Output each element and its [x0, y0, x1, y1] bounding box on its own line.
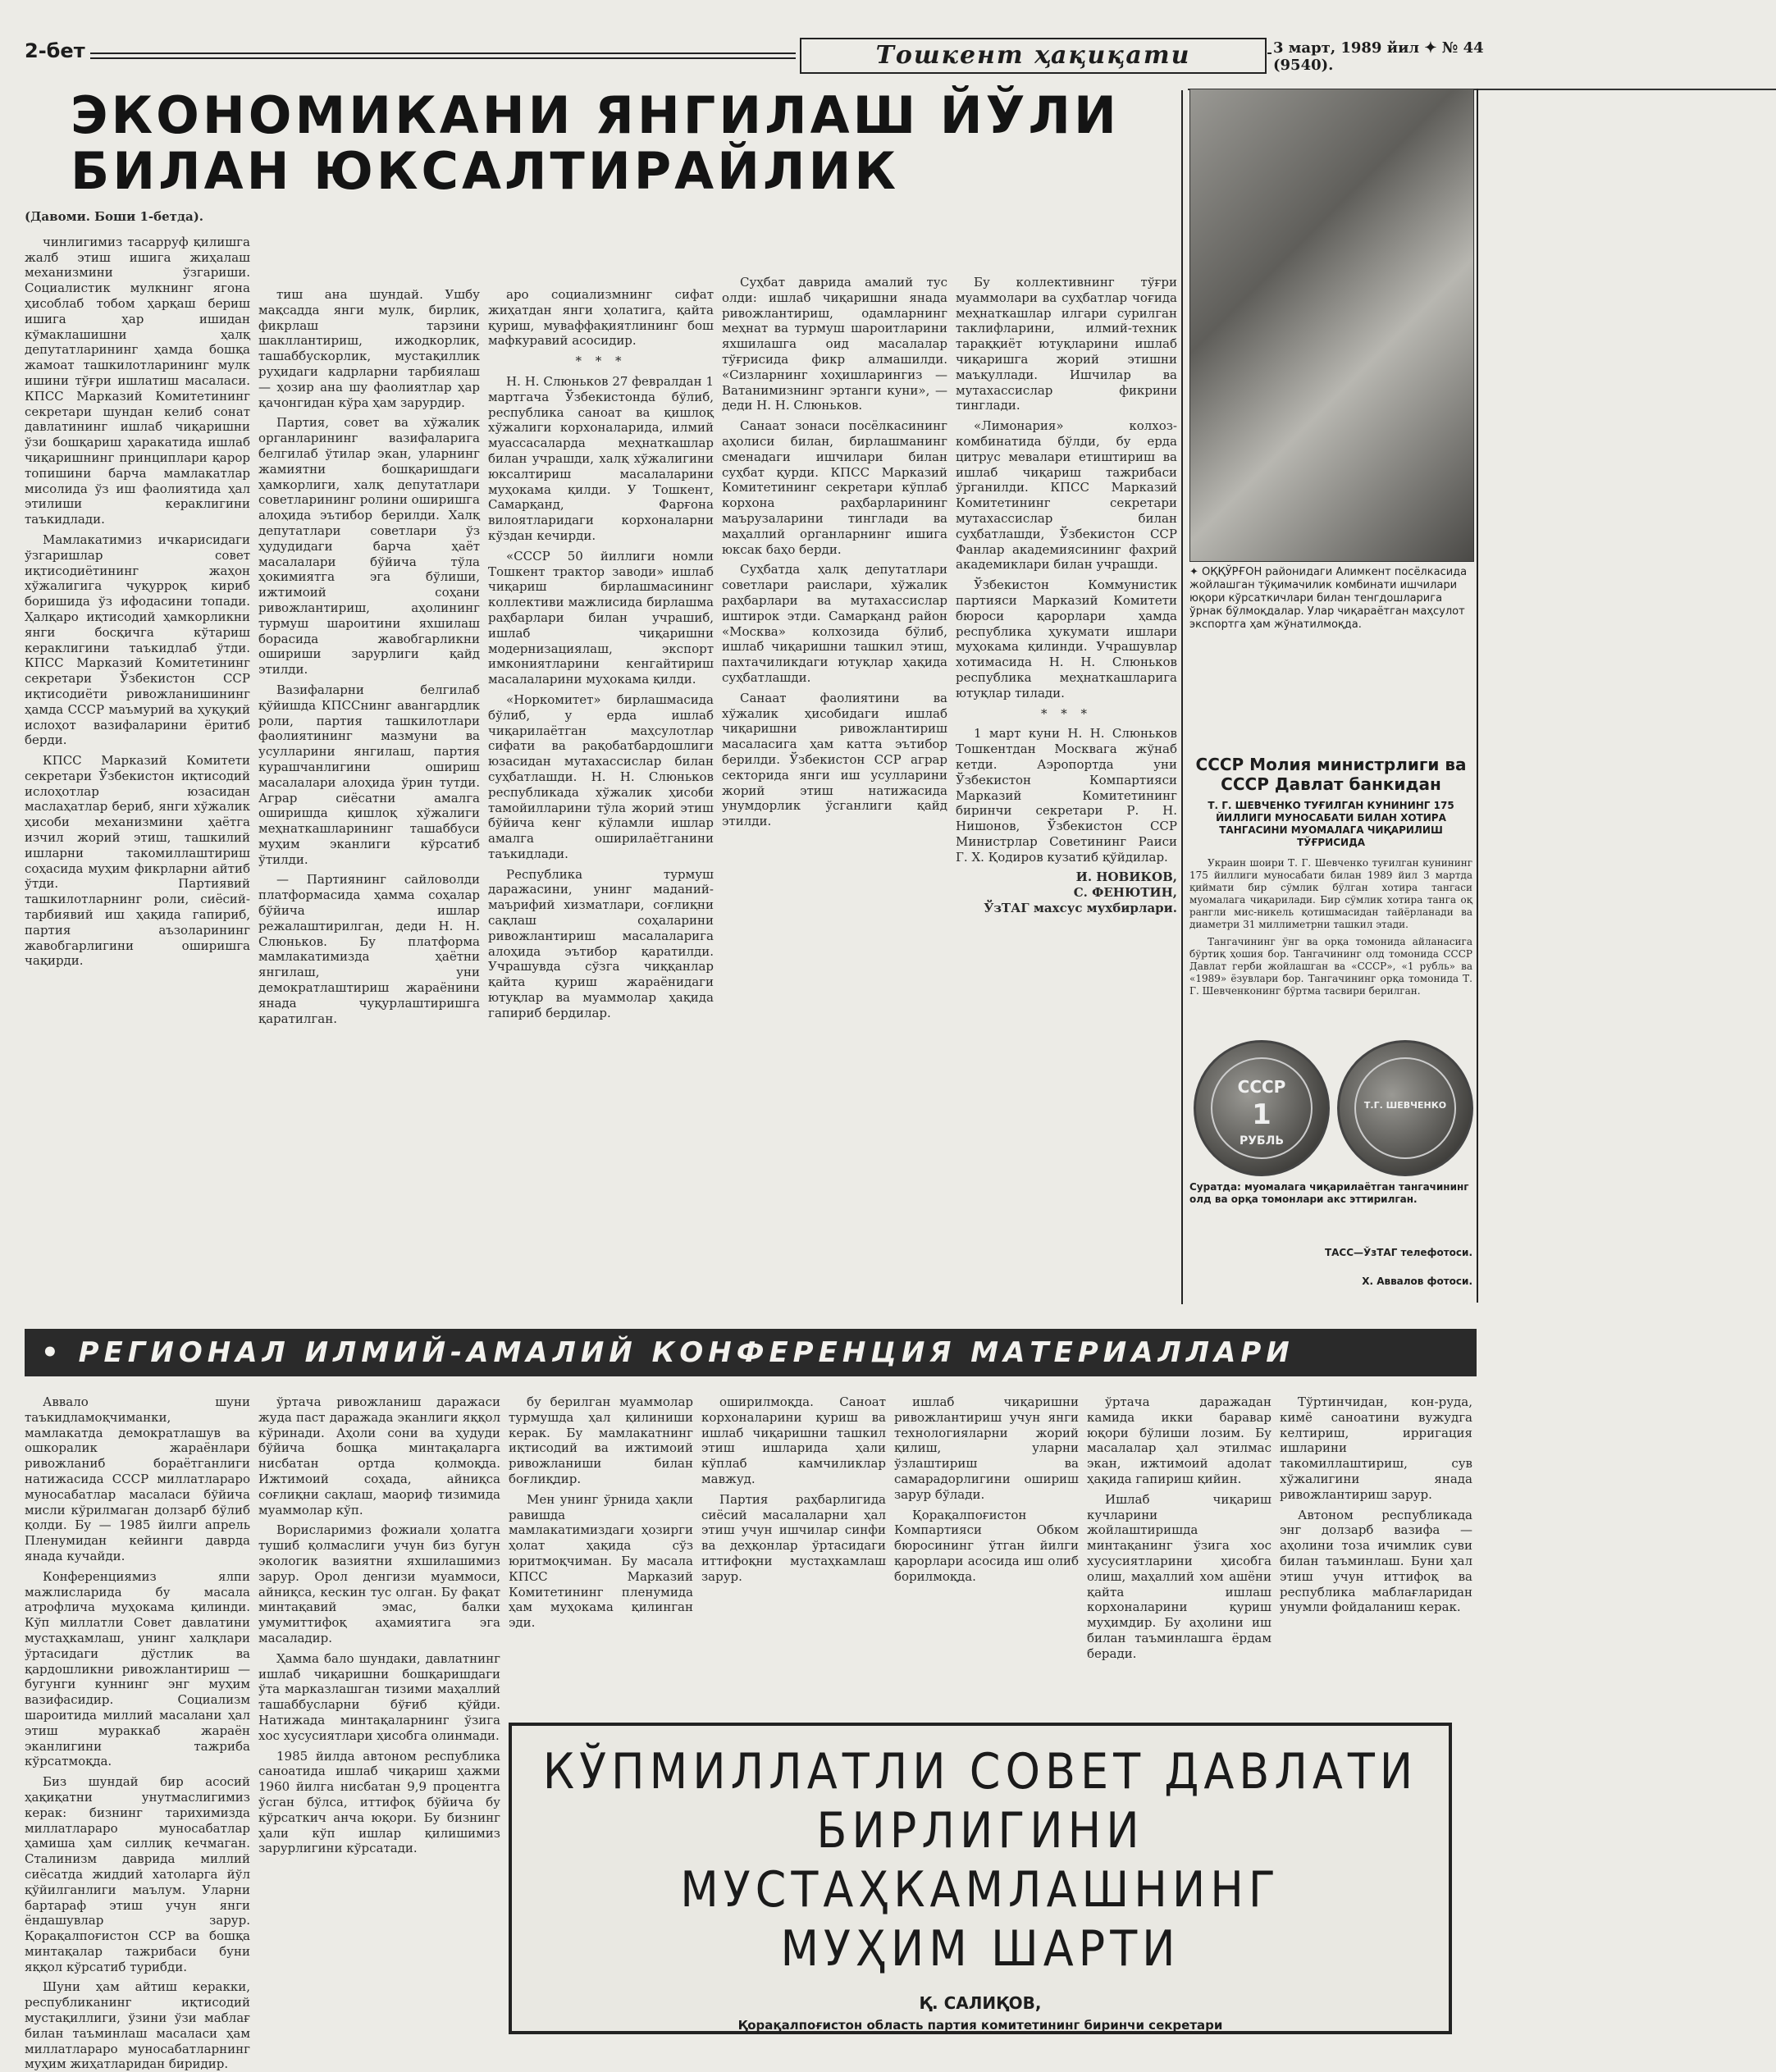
section-banner: • РЕГИОНАЛ ИЛМИЙ-АМАЛИЙ КОНФЕРЕНЦИЯ МАТЕРИАЛЛАРИ — [25, 1329, 1477, 1376]
lead-column-5 — [956, 275, 1177, 1300]
lower-paragraph: Қорақалпоғистон Компартияси Обком бюросининг ўтган йилги қарорлари асосида иш олиб борилмоқда. — [894, 1507, 1079, 1584]
lower-column-2 — [258, 1394, 500, 2051]
feature-title-line3: МУҲИМ ШАРТИ — [780, 1920, 1180, 1978]
coin-obverse-value: 1 — [1252, 1098, 1272, 1131]
photo-credit: Х. Аввалов фотоси. — [1362, 1276, 1472, 1287]
lower-paragraph: ишлаб чиқаришни ривожлантириш учун янги технологияларни жорий қилиш, уларни ўзлаштириш ва самарадорлигини ошириш зарур бўлади. — [894, 1394, 1079, 1502]
coin-obverse-image — [1194, 1040, 1330, 1176]
lead-headline-line1: ЭКОНОМИКАНИ ЯНГИЛАШ ЙЎЛИ — [71, 85, 1120, 145]
lead-col1-paragraph: КПСС Марказий Комитети секретари Ўзбекистон иқтисодий ислоҳотлар юзасидан маслаҳатлар бериб, янги хўжалик ҳисоби механизмини ҳаётга изчил жорий этиш, ташкилий ишларни такомиллаштириш соҳасида муҳим фикрларни айтиб ўтди. Партиявий ташкилотларнинг роли, сиёсий-тарбиявий иш ҳақида гапириб, партия аъзоларининг жавобгарлигини оширишга чақирди. — [25, 753, 250, 969]
coin-obverse-top: СССР — [1237, 1077, 1286, 1097]
lead-col3-paragraph: Республика турмуш даражасини, унинг маданий-маърифий хизматлари, соғлиқни сақлаш соҳаларини ривожлантириш масалаларига алоҳида эътибор қаратилди. Учрашувда сўзга чиққанлар қайта қуриш жараёнидаги ютуқлар ва муаммолар ҳақида гапириб бердилар. — [488, 866, 714, 1020]
lower-column-7 — [1280, 1394, 1472, 1714]
lower-column-5 — [894, 1394, 1079, 1714]
lead-signature: И. НОВИКОВ, С. ФЕНЮТИН, ЎзТАГ махсус мухбирлари. — [984, 869, 1177, 916]
lead-col3-paragraph: аро социализмнинг сифат жиҳатдан янги ҳолатига, қайта қуриш, муваффақиятлининг бош мафкуравий асосидир. — [488, 287, 714, 349]
column-divider — [1181, 90, 1183, 1304]
lead-col2-paragraph: тиш ана шундай. Ушбу мақсадда янги мулк, бирлик, фикрлаш тарзини шакллантириш, ижодкорлик, ташаббускорлик, мустақиллик руҳидаги кадрларни тарбиялаш — ҳозир ана шу фаолиятлар ҳар қачонгидан кўра ҳам зарурдир. — [258, 287, 480, 410]
lead-col5-paragraph: 1 март куни Н. Н. Слюньков Тошкентдан Москвага жўнаб кетди. Аэропортда уни Ўзбекистон Компартияси Марказий Комитетининг биринчи секретари Р. Н. Нишонов, Ўзбекистон ССР Министрлар Советининг Раиси Г. Х. Қодиров кузатиб қўйдилар. — [956, 726, 1177, 865]
lower-column-1 — [25, 1394, 250, 2072]
issue-date: 3 март, 1989 йил ✦ № 44 (9540). — [1273, 39, 1484, 74]
lower-paragraph: Автоном республикада энг долзарб вазифа — аҳолини тоза ичимлик суви билан таъминлаш. Буни ҳал этиш учун иттифоқ ва республика маблағларидан унумли фойдаланиш керак. — [1280, 1507, 1472, 1615]
lead-col4-paragraph: Санаат зонаси посёлкасининг аҳолиси билан, бирлашманинг сменадаги ишчилари билан суҳбат қурди. КПСС Марказий Комитетининг секретари кўплаб корхона раҳбарларининг маърузаларини тинглади ва маҳаллий органларнинг ишига юксак баҳо берди. — [722, 418, 947, 557]
lower-paragraph: Шуни ҳам айтиш керакки, республиканинг иқтисодий мустақиллиги, ўзини ўзи маблағ билан таъминлаш масаласи ҳам миллатлараро муносабатларнинг муҳим жиҳатларидан биридир. — [25, 1979, 250, 2072]
coins-caption: Суратда: муомалага чиқарилаётган тангачининг олд ва орқа томонлари акс эттирилган. — [1189, 1181, 1469, 1205]
lead-col4-paragraph: Суҳбат даврида амалий тус олди: ишлаб чиқаришни янада ривожлантириш, одамларнинг меҳнат ва турмуш шароитларини яхшилашга оид масалалар тўғрисида фикр алмашилди. «Сизларнинг хоҳишларингиз — Ватанимизнинг эртанги куни», — деди Н. Н. Слюньков. — [722, 275, 947, 413]
divider — [1477, 89, 1478, 1303]
feature-title-line2: БИРЛИГИНИ МУСТАҲКАМЛАШНИНГ — [680, 1802, 1281, 1919]
page-number: 2-бет — [25, 39, 85, 62]
header-rule-left-2 — [90, 57, 796, 59]
lower-column-3 — [509, 1394, 693, 1714]
lead-col1-paragraph: Мамлакатимиз ичкарисидаги ўзгаришлар совет иқтисодиётининг жаҳон хўжалигига чуқурроқ кириб боришида ўз ифодасини топади. Ҳалқаро иқтисодий ҳамкорликни янги босқичга кўтариш кераклигини таъкидлаб ўтди. КПСС Марказий Комитетининг секретари Ўзбекистон ССР иқтисодиёти ривожланишининг ҳамда СССР маъмурий ва ҳуқуқий ислоҳот вазифаларини ёритиб берди. — [25, 532, 250, 748]
header-rule-right — [1267, 52, 1272, 54]
lower-paragraph: ўртача даражадан камида икки баравар юқори бўлиши лозим. Бу масалалар ҳал этилмас экан, ижтимоий адолат ҳақида гапириш қийин. — [1087, 1394, 1272, 1486]
lower-paragraph: Ворисларимиз фожиали ҳолатга тушиб қолмаслиги учун биз бугун экологик вазиятни яхшилашимиз зарур. Орол денгизи муаммоси, айниқса, кескин тус олган. Бу фақат минтақавий эмас, балки умумиттифоқ аҳамиятига эга масаладир. — [258, 1522, 500, 1645]
lead-col2-paragraph: Вазифаларни белгилаб қўйишда КПССнинг авангардлик роли, партия ташкилотлари фаолиятининг мазмуни ва усулларини янгилаш, партия курашчанлигини ошириш масалалари алоҳида ўрин тутди. Аграр сиёсатни амалга оширишда қишлоқ хўжалиги меҳнаткашларининг ташаббуси муҳим эканлиги кўрсатиб ўтилди. — [258, 682, 480, 867]
coins-paragraph: Тангачининг ўнг ва орқа томонида айланасига бўртиқ ҳошия бор. Тангачининг олд томонида СССР Давлат герби жойлашган ва «СССР», «1 рубль» ва «1989» ёзувлари бор. Тангачининг орқа томонида Т. Г. Шевченконинг бўртма тасвири берилган. — [1189, 936, 1472, 997]
lead-column-1 — [25, 209, 250, 1300]
coin-reverse-image — [1337, 1040, 1473, 1176]
lower-paragraph: Тўртинчидан, кон-руда, кимё саноатини вужудга келтириш, ирригация ишларини такомиллаштириш, сув хўжалигини янада ривожлантириш зарур. — [1280, 1394, 1472, 1502]
coins-subhead: Т. Г. ШЕВЧЕНКО ТУҒИЛГАН КУНИНИНГ 175 ЙИЛЛИГИ МУНОСАБАТИ БИЛАН ХОТИРА ТАНГАСИНИ МУОМАЛАГА ЧИҚАРИЛИШ ТЎҒРИСИДА — [1208, 800, 1454, 848]
coins-credit: ТАСС—ЎзТАГ телефотоси. — [1324, 1247, 1472, 1258]
photo-caption-left: ✦ ОҚҚЎРҒОН районидаги Алимкент посёлкасида жойлашган тўқимачилик комбинати ишчилари юқори кўрсаткичлари билан тенгдошларига ўрнак бўлмоқдалар. Улар чиқараётган маҳсулот экспортга ҳам жўнатилмоқда. — [1189, 566, 1468, 631]
lower-column-6 — [1087, 1394, 1272, 1714]
lead-column-4 — [722, 275, 947, 1300]
lead-headline-line2: БИЛАН ЮКСАЛТИРАЙЛИК — [71, 141, 900, 201]
lead-col3-paragraph: Н. Н. Слюньков 27 февралдан 1 мартгача Ўзбекистонда бўлиб, республика саноат ва қишлоқ хўжалиги корхоналарида, илмий муассасаларда меҳнаткашлар билан учрашди, халқ хўжалигини юксалтириш масалаларини муҳокама қилди. У Тошкент, Самарқанд, Фарғона вилоятларидаги корхоналарни кўздан кечирди. — [488, 373, 714, 543]
lower-paragraph: бу берилган муаммолар турмушда ҳал қилиниши керак. Бу мамлакатнинг иқтисодий ва ижтимоий ривожланиши билан боғлиқдир. — [509, 1394, 693, 1486]
coins-text-left — [1189, 857, 1472, 1034]
header-rule-left — [90, 52, 796, 54]
lower-paragraph: Мен унинг ўрнида ҳақли равишда мамлакатимиздаги ҳозирги ҳолат ҳақида сўз юритмоқчиман. Бу масала КПСС Марказий Комитетининг пленумида ҳам муҳокама қилинган эди. — [509, 1491, 693, 1631]
factory-workers-photo — [1189, 89, 1474, 562]
lower-paragraph: Аввало шуни таъкидламоқчиманки, мамлакатда демократлашув ва ошкоралик жараёнлари ривожланиб бораётганлиги натижасида СССР миллатлараро муносабатлар масаласи бўйича мисли кўрилмаган долзарб бўлиб қолди. Бу — 1985 йилги апрель Пленумидан кейинги даврда янада кучайди. — [25, 1394, 250, 1563]
feature-author: Қ. САЛИҚОВ, — [919, 1993, 1042, 2013]
coins-paragraph: Украин шоири Т. Г. Шевченко туғилган кунининг 175 йиллиги муносабати билан 1989 йил 3 мартда қиймати бир сўмлик бўлган хотира тангаси муомалага чиқарилади. Бир сўмлик хотира танга оқ рангли мис-никель қотишмасидан тайёрланади ва диаметри 31 миллиметрни ташкил этади. — [1189, 857, 1472, 930]
lead-col5-paragraph: Ўзбекистон Коммунистик партияси Марказий Комитети бюроси қарорлари ҳамда республика ҳукумати ишлари муҳокама қилинди. Учрашувлар хотимасида Н. Н. Слюньков республика меҳнаткашларига ютуқлар тилади. — [956, 577, 1177, 701]
separator-stars: * * * — [575, 354, 627, 369]
lead-column-2 — [258, 287, 480, 1300]
lower-paragraph: 1985 йилда автоном республика саноатида ишлаб чиқариш ҳажми 1960 йилга нисбатан 9,9 процентга ўсган бўлса, иттифоқ бўйича бу кўрсаткич анча юқори. Бу бизнинг ҳали кўп ишлар қилишимиз зарурлигини кўрсатади. — [258, 1748, 500, 1856]
lead-col3-paragraph: «СССР 50 йиллиги номли Тошкент трактор заводи» ишлаб чиқариш бирлашмасининг коллективи мажлисида бирлашма раҳбарлари билан учрашиб, ишлаб чиқаришни модернизациялаш, экспорт имкониятларини кенгайтириш масалаларини муҳокама қилди. — [488, 548, 714, 687]
lead-col2-paragraph: Партия, совет ва хўжалик органларининг вазифаларига белгилаб ўтилар экан, уларнинг жамиятни бошқаришдаги ҳамкорлиги, халқ депутатлари советларининг ролини оширишга алоҳида эътибор берилди. Халқ депутатлари советлари ўз ҳудудидаги барча ҳаёт масалалари бўйича тўла ҳокимиятга эга бўлиши, ижтимоий соҳани ривожлантириш, аҳолининг турмуш шароитини яхшилаш борасида жавобгарликни ошириши зарурлиги қайд этилди. — [258, 415, 480, 678]
feature-author-role: Қорақалпоғистон область партия комитетининг биринчи секретари — [737, 2018, 1223, 2033]
lead-col5-paragraph: «Лимонария» колхоз-комбинатида бўлди, бу ерда цитрус мевалари етиштириш ва ишлаб чиқариш тажрибаси ўрганилди. КПСС Марказий Комитетининг секретари мутахассислар билан суҳбатлашди, Ўзбекистон ССР Фанлар академиясининг фахрий академиклари билан учрашди. — [956, 418, 1177, 573]
coins-headline: СССР Молия министрлиги ва СССР Давлат банкидан — [1195, 755, 1467, 794]
lead-continued: (Давоми. Боши 1-бетда). — [25, 209, 204, 224]
lead-col5-paragraph: Бу коллективнинг тўғри муаммолари ва суҳбатлар чоғида меҳнаткашлар илгари сурилган таклифларини, илмий-техник тараққиёт ютуқларини ишлаб чиқаришга жорий этишни маъқуллади. Ишчилар ва мутахассислар фикрини тинглади. — [956, 275, 1177, 413]
lead-col1-paragraph: чинлигимиз тасарруф қилишга жалб этиш ишига жиҳалаш механизмини ўзгариши. Социалистик мулкнинг ягона ҳисоблаб тобом ҳарқаш бериш ишига ҳар ишидан кўмаклашишни ҳалқ депутатларининг ҳамда бошқа жамоат ташкилотларининг мулк ишини тўғри ишлатиш масаласи. КПСС Марказий Комитетининг секретари шундан келиб сонат давлатининг ишлаб чиқаришни ўзи бошқариш ҳаракатида ишлаб чиқаришнинг принциплари қарор топишини барча мамлакатлар мисолида ўз иш фаолиятида ҳал этилиши кераклигини таъкидлади. — [25, 234, 250, 527]
lead-column-3 — [488, 287, 714, 1300]
feature-title-line1: КЎПМИЛЛАТЛИ СОВЕТ ДАВЛАТИ — [542, 1743, 1418, 1800]
coin-obverse-bottom: РУБЛЬ — [1239, 1134, 1285, 1148]
lower-paragraph: оширилмоқда. Саноат корхоналарини қуриш ва ишлаб чиқаришни ташкил этиш ишларида ҳали кўплаб камчиликлар мавжуд. — [701, 1394, 886, 1486]
lead-col4-paragraph: Санаат фаолиятини ва хўжалик ҳисобидаги ишлаб чиқаришни ривожлантириш масаласига ҳам катта эътибор берилди. Ўзбекистон ССР аграр секторида янги иш усулларини жорий этиш натижасида унумдорлик ўсганлиги қайд этилди. — [722, 690, 947, 829]
lower-paragraph: Партия раҳбарлигида сиёсий масалаларни ҳал этиш учун ишчилар синфи ва деҳқонлар ўртасидаги иттифоқни мустаҳкамлаш зарур. — [701, 1491, 886, 1584]
lower-paragraph: Конференциямиз ялпи мажлисларида бу масала атрофлича муҳокама қилинди. Кўп миллатли Совет давлатини мустаҳкамлаш, унинг халқлари ўртасидаги дўстлик ва қардошликни ривожлантириш — бугунги куннинг энг муҳим вазифасидир. Социализм шароитида миллий масалани ҳал этиш мураккаб жараён эканлигини тажриба кўрсатмоқда. — [25, 1568, 250, 1769]
lower-paragraph: Ишлаб чиқариш кучларини жойлаштиришда минтақанинг ўзига хос хусусиятларини ҳисобга олиш, маҳаллий хом ашёни қайта ишлаш корхоналарини қуриш муҳимдир. Бу аҳолини иш билан таъминлашга ёрдам беради. — [1087, 1491, 1272, 1661]
lower-column-4 — [701, 1394, 886, 1714]
lead-col2-paragraph: — Партиянинг сайловолди платформасида ҳамма соҳалар бўйича ишлар режалаштирилган, деди Н. Н. Слюньков. Бу платформа мамлакатимизда ҳаётни янгилаш, уни демократлаштириш жараёнини янада чуқурлаштиришга қаратилган. — [258, 872, 480, 1026]
masthead: Тошкент ҳақиқати — [800, 38, 1267, 74]
lead-col3-paragraph: «Норкомитет» бирлашмасида бўлиб, у ерда ишлаб чиқарилаётган маҳсулотлар сифати ва рақобатбардошлиги юзасидан мутахассислар билан суҳбатлашди. Н. Н. Слюньков республикада хўжалик ҳисоби тамойилларини тўла жорий этиш бўйича кенг кўламли ишлар амалга оширилаётганини таъкидлади. — [488, 691, 714, 861]
separator-stars: * * * — [1040, 705, 1093, 721]
lower-paragraph: Биз шундай бир асосий ҳақиқатни унутмаслигимиз керак: бизнинг тарихимизда миллатлараро муносабатлар ҳамиша ҳам силлиқ кечмаган. Сталинизм даврида миллий сиёсатда жиддий хатоларга йўл қўйилганлиги маълум. Уларни бартараф этиш учун янги ёндашувлар зарур. Қорақалпоғистон ССР ва бошқа минтақалар тажрибаси буни яққол кўрсатиб турибди. — [25, 1774, 250, 1974]
feature-box — [509, 1723, 1452, 2034]
lower-paragraph: Ҳамма бало шундаки, давлатнинг ишлаб чиқаришни бошқаришдаги ўта марказлашган тизими маҳаллий ташаббусларни бўғиб қўйди. Натижада минтақаларнинг ўзига хос хусусиятлари ҳисобга олинмади. — [258, 1650, 500, 1743]
coin-reverse-text: Т.Г. ШЕВЧЕНКО — [1363, 1100, 1447, 1111]
lower-paragraph: ўртача ривожланиш даражаси жуда паст даражада эканлиги яққол кўринади. Аҳоли сони ва ҳудуди бўйича бошқа минтақаларга нисбатан ортда қолмоқда. Ижтимоий соҳада, айниқса соғлиқни сақлаш, маориф тизимида муаммолар кўп. — [258, 1394, 500, 1517]
lead-col4-paragraph: Суҳбатда ҳалқ депутатлари советлари раислари, хўжалик раҳбарлари ва мутахассислар иштирок этди. Самарқанд район «Москва» колхозида бўлиб, ишлаб чиқаришни ташкил этиш, пахтачиликдаги ютуқлар ҳақида суҳбатлашди. — [722, 562, 947, 685]
